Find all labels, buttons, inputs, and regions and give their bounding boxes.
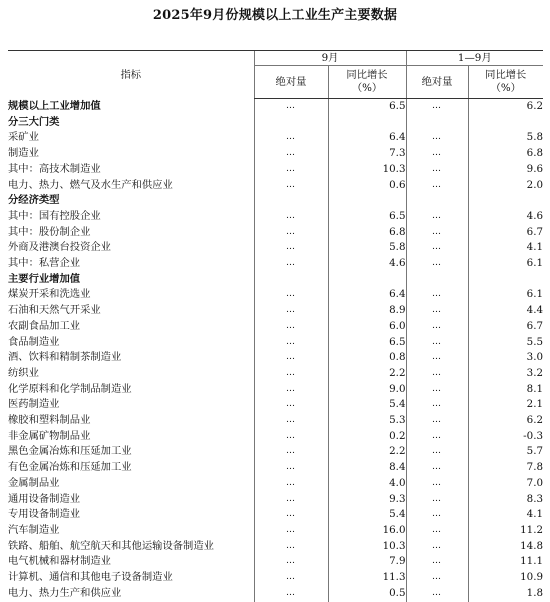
table-row (8, 146, 543, 162)
indicator-label: 计算机、通信和其他电子设备制造业 (8, 571, 173, 584)
yoy-value-sep: 0.2 (328, 429, 406, 445)
yoy-value-ytd: 3.2 (468, 366, 543, 382)
absolute-value-sep: … (254, 554, 328, 570)
absolute-value-sep: … (254, 209, 328, 225)
table-row (8, 382, 543, 398)
indicator-label: 其中：股份制企业 (8, 225, 91, 238)
yoy-value-sep: 7.9 (328, 554, 406, 570)
absolute-value-sep: … (254, 429, 328, 445)
yoy-value-ytd: 3.0 (468, 350, 543, 366)
table-row (8, 460, 543, 476)
indicator-label: 其中：高技术制造业 (8, 162, 101, 175)
yoy-value-sep: 5.4 (328, 507, 406, 523)
yoy-value-sep: 5.3 (328, 413, 406, 429)
column-header-absolute-sep: 绝对量 (254, 66, 328, 99)
yoy-unit: （%） (490, 82, 521, 94)
column-header-jan-sep: 1—9月 (406, 51, 543, 66)
absolute-value-sep: … (254, 444, 328, 460)
absolute-value-sep: … (254, 397, 328, 413)
column-header-september: 9月 (254, 51, 406, 66)
table-body (8, 99, 543, 602)
absolute-value-ytd: … (406, 366, 468, 382)
yoy-value-ytd: 6.1 (468, 256, 543, 272)
absolute-value-sep: … (254, 507, 328, 523)
column-header-absolute-ytd: 绝对量 (406, 66, 468, 99)
yoy-value-ytd: 4.1 (468, 507, 543, 523)
yoy-value-ytd: 5.7 (468, 444, 543, 460)
table-row (8, 429, 543, 445)
category-label: 规模以上工业增加值 (8, 99, 101, 112)
absolute-value-ytd: … (406, 397, 468, 413)
table-row (8, 476, 543, 492)
absolute-value-sep (254, 193, 328, 209)
yoy-value-ytd: 1.8 (468, 586, 543, 602)
table-row (8, 492, 543, 508)
table-row (8, 586, 543, 602)
absolute-value-ytd: … (406, 539, 468, 555)
absolute-value-ytd (406, 272, 468, 288)
yoy-value-sep (328, 193, 406, 209)
absolute-value-ytd: … (406, 586, 468, 602)
absolute-value-ytd: … (406, 256, 468, 272)
absolute-value-sep: … (254, 366, 328, 382)
yoy-value-ytd: 6.2 (468, 99, 543, 115)
table-row (8, 507, 543, 523)
yoy-value-sep: 0.5 (328, 586, 406, 602)
indicator-label: 通用设备制造业 (8, 492, 81, 505)
absolute-value-ytd: … (406, 444, 468, 460)
yoy-value-sep: 5.8 (328, 240, 406, 256)
absolute-value-sep: … (254, 570, 328, 586)
yoy-value-sep (328, 272, 406, 288)
yoy-value-ytd: 14.8 (468, 539, 543, 555)
yoy-value-ytd: 4.1 (468, 240, 543, 256)
table-row (8, 303, 543, 319)
indicator-label: 其中：国有控股企业 (8, 209, 101, 222)
yoy-value-ytd (468, 272, 543, 288)
indicator-label: 橡胶和塑料制品业 (8, 414, 91, 427)
absolute-value-ytd: … (406, 554, 468, 570)
indicator-label: 外商及港澳台投资企业 (8, 241, 111, 254)
indicator-label: 采矿业 (8, 131, 39, 144)
yoy-value-ytd (468, 193, 543, 209)
absolute-value-sep: … (254, 225, 328, 241)
table-row (8, 570, 543, 586)
yoy-value-sep: 6.5 (328, 335, 406, 351)
yoy-unit: （%） (351, 82, 383, 94)
yoy-value-ytd: 5.8 (468, 130, 543, 146)
indicator-label: 制造业 (8, 147, 39, 160)
absolute-value-ytd: … (406, 146, 468, 162)
column-header-indicator: 指标 (8, 51, 254, 99)
table-row (8, 319, 543, 335)
yoy-value-sep: 6.5 (328, 209, 406, 225)
indicator-label: 食品制造业 (8, 335, 60, 348)
yoy-value-ytd: 6.2 (468, 413, 543, 429)
absolute-value-sep: … (254, 146, 328, 162)
table-row (8, 539, 543, 555)
yoy-value-sep: 6.4 (328, 130, 406, 146)
yoy-value-ytd: 8.1 (468, 382, 543, 398)
absolute-value-sep: … (254, 303, 328, 319)
yoy-value-ytd: 7.0 (468, 476, 543, 492)
yoy-value-sep: 2.2 (328, 444, 406, 460)
header-row-periods (8, 51, 543, 66)
table-row (8, 523, 543, 539)
absolute-value-ytd: … (406, 460, 468, 476)
yoy-value-sep: 8.4 (328, 460, 406, 476)
yoy-value-ytd: 11.1 (468, 554, 543, 570)
table-row (8, 554, 543, 570)
yoy-value-sep: 4.6 (328, 256, 406, 272)
indicator-label: 医药制造业 (8, 398, 60, 411)
yoy-value-sep: 0.6 (328, 178, 406, 194)
table-row (8, 335, 543, 351)
indicator-label: 电气机械和器材制造业 (8, 555, 111, 568)
yoy-value-sep: 8.9 (328, 303, 406, 319)
table-row (8, 193, 543, 209)
yoy-value-ytd: 4.6 (468, 209, 543, 225)
yoy-value-ytd: 2.0 (468, 178, 543, 194)
indicator-label: 有色金属冶炼和压延加工业 (8, 461, 132, 474)
yoy-value-sep (328, 115, 406, 131)
table-row (8, 444, 543, 460)
yoy-value-sep: 16.0 (328, 523, 406, 539)
absolute-value-sep: … (254, 178, 328, 194)
yoy-value-sep: 2.2 (328, 366, 406, 382)
yoy-value-ytd: 10.9 (468, 570, 543, 586)
table-row (8, 178, 543, 194)
absolute-value-sep: … (254, 99, 328, 115)
yoy-value-sep: 10.3 (328, 539, 406, 555)
yoy-value-sep: 9.3 (328, 492, 406, 508)
absolute-value-ytd: … (406, 303, 468, 319)
absolute-value-ytd: … (406, 523, 468, 539)
absolute-value-ytd: … (406, 178, 468, 194)
yoy-value-ytd: 6.7 (468, 225, 543, 241)
indicator-label: 煤炭开采和洗选业 (8, 288, 91, 301)
yoy-value-ytd: 8.3 (468, 492, 543, 508)
indicator-label: 化学原料和化学制品制造业 (8, 382, 132, 395)
table-row (8, 130, 543, 146)
table-row (8, 256, 543, 272)
yoy-value-sep: 10.3 (328, 162, 406, 178)
yoy-value-ytd: 6.8 (468, 146, 543, 162)
absolute-value-ytd: … (406, 287, 468, 303)
yoy-value-sep: 6.5 (328, 99, 406, 115)
yoy-label: 同比增长 (485, 69, 527, 81)
absolute-value-sep: … (254, 413, 328, 429)
absolute-value-sep: … (254, 460, 328, 476)
table-row (8, 272, 543, 288)
column-header-yoy-sep (328, 66, 406, 99)
indicator-label: 金属制品业 (8, 476, 60, 489)
table-row (8, 209, 543, 225)
absolute-value-sep: … (254, 476, 328, 492)
yoy-value-ytd (468, 115, 543, 131)
yoy-value-sep: 6.4 (328, 287, 406, 303)
absolute-value-sep: … (254, 382, 328, 398)
yoy-value-sep: 6.8 (328, 225, 406, 241)
absolute-value-ytd: … (406, 99, 468, 115)
absolute-value-ytd: … (406, 429, 468, 445)
table-row (8, 240, 543, 256)
absolute-value-sep: … (254, 130, 328, 146)
yoy-value-ytd: 7.8 (468, 460, 543, 476)
category-label: 分三大门类 (8, 115, 60, 128)
indicator-label: 其中：私营企业 (8, 257, 81, 270)
indicator-label: 电力、热力生产和供应业 (8, 586, 122, 599)
table-row (8, 99, 543, 115)
absolute-value-sep: … (254, 539, 328, 555)
absolute-value-ytd: … (406, 492, 468, 508)
absolute-value-ytd: … (406, 476, 468, 492)
table-row (8, 366, 543, 382)
category-label: 分经济类型 (8, 194, 60, 207)
indicator-label: 汽车制造业 (8, 523, 60, 536)
yoy-value-ytd: 9.6 (468, 162, 543, 178)
absolute-value-sep: … (254, 350, 328, 366)
yoy-value-ytd: -0.3 (468, 429, 543, 445)
absolute-value-ytd (406, 115, 468, 131)
absolute-value-ytd: … (406, 335, 468, 351)
absolute-value-sep (254, 115, 328, 131)
absolute-value-sep: … (254, 523, 328, 539)
absolute-value-ytd: … (406, 130, 468, 146)
yoy-value-ytd: 6.1 (468, 287, 543, 303)
absolute-value-sep (254, 272, 328, 288)
table-row (8, 162, 543, 178)
absolute-value-sep: … (254, 256, 328, 272)
absolute-value-sep: … (254, 240, 328, 256)
absolute-value-sep: … (254, 492, 328, 508)
yoy-value-sep: 6.0 (328, 319, 406, 335)
table-row (8, 397, 543, 413)
page-title: 2025年9月份规模以上工业生产主要数据 (152, 8, 398, 23)
yoy-value-ytd: 6.7 (468, 319, 543, 335)
yoy-value-sep: 11.3 (328, 570, 406, 586)
yoy-value-ytd: 2.1 (468, 397, 543, 413)
absolute-value-ytd: … (406, 507, 468, 523)
absolute-value-ytd: … (406, 240, 468, 256)
yoy-value-sep: 9.0 (328, 382, 406, 398)
table-row (8, 115, 543, 131)
indicator-label: 电力、热力、燃气及水生产和供应业 (8, 178, 173, 191)
table-row (8, 413, 543, 429)
yoy-value-sep: 5.4 (328, 397, 406, 413)
indicator-label: 农副食品加工业 (8, 319, 81, 332)
indicator-label: 纺织业 (8, 366, 39, 379)
yoy-label: 同比增长 (346, 69, 388, 81)
yoy-value-ytd: 4.4 (468, 303, 543, 319)
absolute-value-ytd: … (406, 382, 468, 398)
yoy-value-sep: 7.3 (328, 146, 406, 162)
category-label: 主要行业增加值 (8, 272, 81, 285)
absolute-value-sep: … (254, 586, 328, 602)
indicator-label: 专用设备制造业 (8, 508, 81, 521)
table-row (8, 350, 543, 366)
indicator-label: 非金属矿物制品业 (8, 429, 91, 442)
absolute-value-ytd: … (406, 350, 468, 366)
absolute-value-sep: … (254, 162, 328, 178)
absolute-value-sep: … (254, 287, 328, 303)
indicator-label: 铁路、船舶、航空航天和其他运输设备制造业 (8, 539, 214, 552)
absolute-value-ytd: … (406, 319, 468, 335)
absolute-value-ytd: … (406, 570, 468, 586)
table-row (8, 287, 543, 303)
absolute-value-sep: … (254, 335, 328, 351)
indicator-label: 黑色金属冶炼和压延加工业 (8, 445, 132, 458)
yoy-value-ytd: 11.2 (468, 523, 543, 539)
absolute-value-ytd: … (406, 413, 468, 429)
absolute-value-ytd: … (406, 162, 468, 178)
absolute-value-sep: … (254, 319, 328, 335)
yoy-value-ytd: 5.5 (468, 335, 543, 351)
absolute-value-ytd: … (406, 225, 468, 241)
statistics-table (8, 50, 543, 602)
indicator-label: 酒、饮料和精制茶制造业 (8, 351, 122, 364)
absolute-value-ytd: … (406, 209, 468, 225)
absolute-value-ytd (406, 193, 468, 209)
indicator-label: 石油和天然气开采业 (8, 304, 101, 317)
yoy-value-sep: 0.8 (328, 350, 406, 366)
column-header-yoy-ytd (468, 66, 543, 99)
yoy-value-sep: 4.0 (328, 476, 406, 492)
table-row (8, 225, 543, 241)
